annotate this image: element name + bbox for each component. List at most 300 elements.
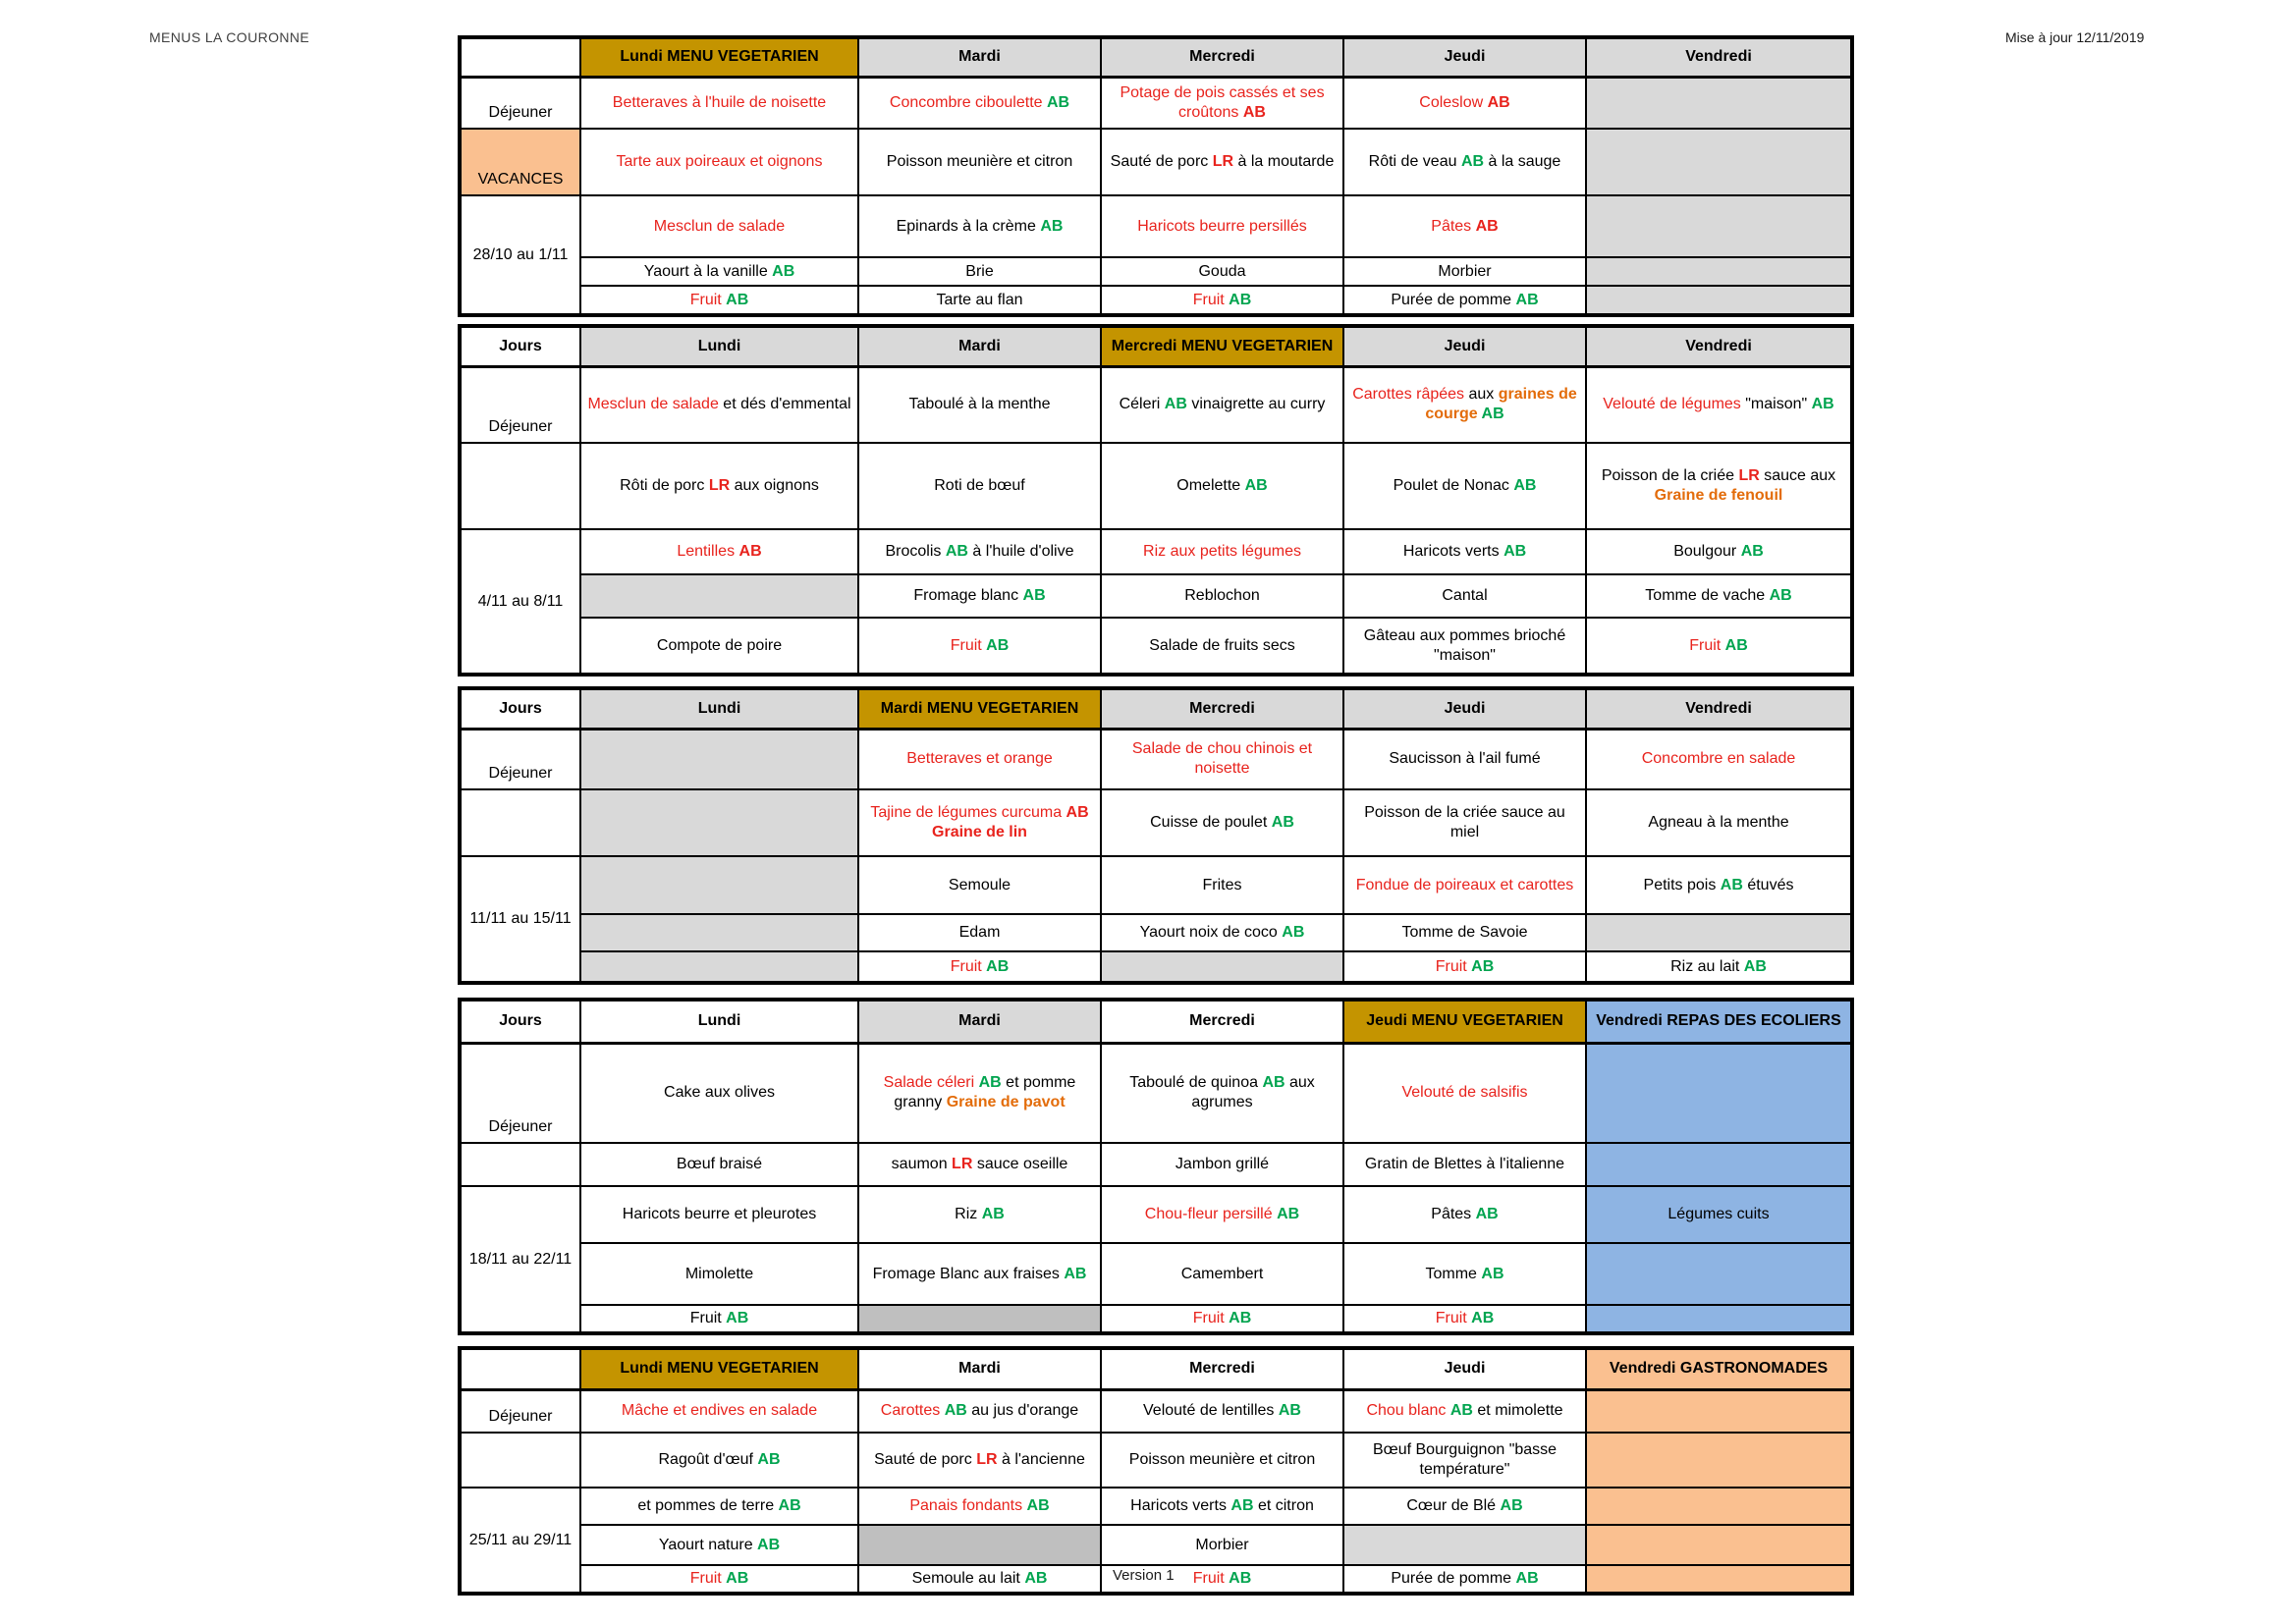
menu-text-segment: Brocolis	[885, 543, 946, 560]
menu-cell	[1343, 1043, 1586, 1143]
menu-text-segment: Fruit	[689, 1310, 727, 1326]
menu-text-segment: Cœur de Blé	[1406, 1497, 1501, 1514]
menu-cell	[1343, 77, 1586, 129]
menu-text-segment: à la moutarde	[1233, 153, 1335, 170]
menu-cell	[580, 951, 858, 983]
menu-cell	[1343, 257, 1586, 286]
menu-text-segment: Saucisson à l'ail fumé	[1389, 750, 1541, 768]
menu-cell	[1343, 1525, 1586, 1565]
menu-cell	[1586, 1488, 1852, 1525]
menu-cell	[1343, 529, 1586, 574]
week-block-4	[458, 998, 1854, 1335]
menu-text-segment: Lentilles	[677, 543, 739, 560]
menu-cell	[580, 1243, 858, 1305]
menu-text-segment: Cuisse de poulet	[1150, 814, 1272, 831]
menu-text-segment: à la sauge	[1484, 153, 1561, 170]
menu-text-segment: AB	[757, 1536, 781, 1553]
menu-text-segment: et citron	[1253, 1497, 1314, 1514]
menu-text-segment: Taboulé de quinoa	[1129, 1074, 1263, 1092]
menu-text-segment: Frites	[1202, 876, 1242, 893]
menu-cell	[858, 1043, 1101, 1143]
menu-text-segment: et mimolette	[1472, 1402, 1563, 1420]
menu-text-segment: Riz	[955, 1206, 982, 1222]
menu-text-segment: Tomme de Savoie	[1401, 924, 1528, 941]
menu-text-segment: Fondue de poireaux et carottes	[1355, 876, 1574, 893]
menu-text-segment: Potage de pois cassés et ses croûtons	[1120, 83, 1325, 121]
menu-text-segment: Mesclun de salade	[587, 396, 719, 413]
menu-text-segment: AB	[1024, 1570, 1048, 1587]
menu-text-segment: AB	[1271, 814, 1294, 831]
menu-text-segment: Tomme	[1425, 1265, 1482, 1282]
menu-cell	[1586, 1186, 1852, 1243]
menu-text-segment: AB	[1500, 1497, 1523, 1514]
menu-cell	[1586, 129, 1852, 195]
menu-text-segment: Edam	[958, 924, 1001, 941]
menu-text-segment: AB	[1242, 103, 1266, 121]
menu-text-segment: AB	[1262, 1074, 1285, 1092]
menu-text-segment: Rôti de veau	[1368, 153, 1461, 170]
menu-text-segment: AB	[1471, 957, 1495, 975]
menu-text-segment: AB	[726, 1310, 749, 1326]
menu-text-segment: AB	[1277, 1206, 1300, 1222]
menu-cell	[1586, 856, 1852, 914]
menu-text-segment: AB	[986, 957, 1010, 975]
menu-text-segment: Boulgour	[1673, 543, 1741, 560]
menu-text-segment: Chou-fleur persillé	[1144, 1206, 1278, 1222]
menu-cell	[1101, 618, 1343, 675]
menu-cell	[858, 195, 1101, 257]
menu-text-segment: AB	[1022, 587, 1046, 604]
menu-text-segment: Semoule	[948, 876, 1011, 893]
menu-text-segment: Fruit	[1689, 636, 1725, 654]
menu-text-segment: Concombre ciboulette	[889, 93, 1047, 111]
menu-text-segment: Poulet de Nonac	[1393, 477, 1514, 494]
menu-text-segment: Yaourt noix de coco	[1139, 924, 1283, 941]
menu-cell	[580, 914, 858, 951]
menu-text-segment: à l'huile d'olive	[967, 543, 1074, 560]
menu-text-segment: AB	[1720, 876, 1743, 893]
week-dates-label: 25/11 au 29/11	[460, 1488, 580, 1594]
menu-text-segment: et pommes de terre	[637, 1497, 779, 1514]
menu-text-segment: Tarte aux poireaux et oignons	[616, 153, 823, 170]
menu-text-segment: Ragoût d'œuf	[658, 1451, 758, 1468]
menu-text-segment: Roti de bœuf	[934, 477, 1025, 494]
day-header: Mercredi	[1101, 688, 1343, 729]
menu-cell	[1586, 1565, 1852, 1594]
day-header: Mardi	[858, 1000, 1101, 1043]
menu-text-segment: "maison"	[1740, 396, 1812, 413]
menu-text-segment: Panais fondants	[909, 1497, 1027, 1514]
menu-text-segment: AB	[1471, 1310, 1495, 1326]
menu-cell	[1343, 914, 1586, 951]
day-header: Mercredi	[1101, 1348, 1343, 1389]
menu-text-segment: AB	[726, 291, 749, 308]
day-header: Vendredi	[1586, 688, 1852, 729]
menu-cell	[858, 856, 1101, 914]
day-header: Jeudi MENU VEGETARIEN	[1343, 1000, 1586, 1043]
menu-cell	[1343, 1186, 1586, 1243]
menu-text-segment: Sauté de porc	[1110, 153, 1213, 170]
menu-text-segment: Pâtes	[1431, 1206, 1476, 1222]
menu-text-segment: Omelette	[1176, 477, 1245, 494]
day-header: Lundi	[580, 326, 858, 366]
day-header: Jours	[460, 688, 580, 729]
menu-text-segment: aux	[1464, 386, 1499, 404]
week-block-1	[458, 35, 1854, 317]
menu-cell	[1586, 729, 1852, 789]
menu-text-segment: Fruit	[950, 636, 987, 654]
menu-text-segment: Yaourt à la vanille	[643, 262, 773, 280]
row-label: Déjeuner	[460, 729, 580, 789]
menu-text-segment: AB	[1229, 291, 1252, 308]
menu-text-segment: Fromage blanc	[913, 587, 1023, 604]
menu-text-segment: Reblochon	[1184, 587, 1260, 604]
menu-text-segment: Fruit	[1435, 957, 1472, 975]
day-header: Mercredi	[1101, 1000, 1343, 1043]
menu-cell	[1343, 729, 1586, 789]
corner-cell	[460, 37, 580, 77]
menu-text-segment: AB	[757, 1451, 781, 1468]
menu-cell	[580, 366, 858, 443]
menu-text-segment: Fruit	[689, 1570, 727, 1587]
menu-cell	[580, 286, 858, 315]
menu-cell	[580, 195, 858, 257]
menu-text-segment: Velouté de légumes	[1603, 396, 1741, 413]
menu-cell	[1343, 1488, 1586, 1525]
menu-text-segment: AB	[1740, 543, 1764, 560]
menu-cell	[1101, 914, 1343, 951]
menu-cell	[1101, 257, 1343, 286]
menu-text-segment: Tarte au flan	[936, 291, 1023, 308]
menu-text-segment: Compote de poire	[656, 636, 783, 654]
week-block-3	[458, 686, 1854, 985]
menu-text-segment: Bœuf braisé	[676, 1156, 763, 1172]
menu-table-week-1	[458, 35, 1854, 317]
menu-text-segment: AB Graine de lin	[932, 804, 1089, 840]
menu-cell	[858, 443, 1101, 529]
menu-cell	[580, 1143, 858, 1186]
menu-text-segment: AB	[1229, 1570, 1252, 1587]
menu-table-week-5	[458, 1346, 1854, 1596]
row-label: Déjeuner	[460, 77, 580, 129]
menu-text-segment: AB	[1503, 543, 1527, 560]
menu-text-segment: AB	[1026, 1497, 1050, 1514]
menu-cell	[1343, 618, 1586, 675]
day-header: Vendredi GASTRONOMADES	[1586, 1348, 1852, 1389]
menu-text-segment: Gratin de Blettes à l'italienne	[1364, 1156, 1565, 1172]
menu-text-segment: Salade de chou chinois et noisette	[1131, 740, 1313, 778]
menu-cell	[1101, 286, 1343, 315]
menu-cell	[1343, 195, 1586, 257]
menu-cell	[1586, 951, 1852, 983]
menu-text-segment: Pâtes	[1431, 217, 1476, 235]
row-label	[460, 443, 580, 529]
menu-text-segment: AB	[1460, 153, 1485, 170]
menu-text-segment: sauce oseille	[972, 1156, 1068, 1172]
day-header: Mardi MENU VEGETARIEN	[858, 688, 1101, 729]
menu-cell	[1586, 574, 1852, 618]
menu-text-segment: AB	[978, 1074, 1002, 1092]
menu-cell	[580, 1186, 858, 1243]
menu-cell	[580, 529, 858, 574]
menu-text-segment: Mesclun de salade	[653, 217, 786, 235]
menu-cell	[1586, 789, 1852, 856]
menu-cell	[580, 1525, 858, 1565]
day-header: Jours	[460, 1000, 580, 1043]
menu-cell	[1586, 1433, 1852, 1488]
menu-text-segment: Morbier	[1195, 1536, 1249, 1553]
menu-text-segment: étuvés	[1742, 876, 1794, 893]
menu-text-segment: AB	[945, 543, 968, 560]
day-header: Jeudi	[1343, 326, 1586, 366]
menu-cell	[580, 1043, 858, 1143]
menu-text-segment: AB	[1475, 217, 1499, 235]
menu-text-segment: Velouté de salsifis	[1401, 1084, 1528, 1102]
menu-cell	[1586, 286, 1852, 315]
menu-text-segment: AB	[1244, 477, 1268, 494]
week-block-2	[458, 324, 1854, 677]
menu-text-segment: Coleslow	[1419, 93, 1488, 111]
menu-text-segment: Haricots beurre et pleurotes	[622, 1206, 817, 1222]
menu-text-segment: AB	[986, 636, 1010, 654]
menu-text-segment: et pomme granny	[894, 1074, 1076, 1111]
document-title: MENUS LA COURONNE	[149, 29, 310, 45]
menu-text-segment: AB	[1164, 396, 1187, 413]
menu-text-segment: AB	[738, 543, 762, 560]
menu-cell	[1586, 618, 1852, 675]
menu-text-segment: Haricots verts	[1402, 543, 1504, 560]
menu-text-segment: Fruit	[689, 291, 727, 308]
menu-text-segment: Graine de fenouil	[1654, 487, 1783, 504]
menu-text-segment: Haricots verts	[1130, 1497, 1231, 1514]
menu-text-segment: AB	[1278, 1402, 1301, 1420]
row-label	[460, 789, 580, 856]
menu-text-segment: AB	[772, 262, 795, 280]
menu-text-segment: Jambon grillé	[1175, 1156, 1270, 1172]
menu-cell	[1586, 1525, 1852, 1565]
day-header: Lundi	[580, 688, 858, 729]
menu-cell	[858, 789, 1101, 856]
menu-cell	[1343, 129, 1586, 195]
menu-cell	[1343, 574, 1586, 618]
menu-text-segment: au jus d'orange	[966, 1402, 1079, 1420]
day-header: Lundi MENU VEGETARIEN	[580, 1348, 858, 1389]
menu-cell	[858, 1525, 1101, 1565]
menu-table-week-4	[458, 998, 1854, 1335]
menu-text-segment: Salade céleri	[883, 1074, 979, 1092]
menu-text-segment: AB	[1064, 1265, 1087, 1282]
menu-cell	[1101, 1389, 1343, 1433]
day-header: Mercredi MENU VEGETARIEN	[1101, 326, 1343, 366]
menu-cell	[858, 1565, 1101, 1594]
menu-text-segment: Brie	[965, 262, 994, 280]
row-label: Déjeuner	[460, 1389, 580, 1433]
menu-text-segment: Semoule au lait	[911, 1570, 1025, 1587]
menu-text-segment: Riz aux petits légumes	[1143, 543, 1301, 560]
menu-text-segment: AB	[1513, 477, 1537, 494]
menu-text-segment: Fromage Blanc aux fraises	[872, 1265, 1065, 1282]
menu-text-segment: LR	[1212, 153, 1234, 170]
day-header: Vendredi	[1586, 326, 1852, 366]
menu-text-segment: AB	[1811, 396, 1834, 413]
menu-text-segment: Riz au lait	[1670, 957, 1744, 975]
menu-table-week-2	[458, 324, 1854, 677]
menu-text-segment: Morbier	[1438, 262, 1492, 280]
menu-cell	[580, 129, 858, 195]
day-header: Jeudi	[1343, 688, 1586, 729]
menu-cell	[1101, 574, 1343, 618]
menu-text-segment: AB	[1515, 1570, 1539, 1587]
menu-text-segment: Betteraves et orange	[906, 750, 1053, 768]
menu-text-segment: Camembert	[1180, 1265, 1264, 1282]
menu-text-segment: AB	[1282, 924, 1305, 941]
menu-cell	[1343, 1433, 1586, 1488]
day-header: Mardi	[858, 326, 1101, 366]
day-header: Mardi	[858, 1348, 1101, 1389]
menu-cell	[858, 914, 1101, 951]
menu-text-segment: Fruit	[1192, 291, 1230, 308]
menu-cell	[858, 1243, 1101, 1305]
day-header: Jeudi	[1343, 1348, 1586, 1389]
row-label	[460, 1433, 580, 1488]
menu-cell	[1101, 195, 1343, 257]
menu-cell	[1586, 443, 1852, 529]
menu-cell	[1586, 914, 1852, 951]
menu-text-segment: Tajine de légumes curcuma	[870, 804, 1066, 821]
menu-cell	[1101, 1525, 1343, 1565]
menu-text-segment: Concombre en salade	[1641, 750, 1796, 768]
menu-text-segment: AB	[1487, 93, 1510, 111]
menu-text-segment: Taboulé à la menthe	[908, 396, 1051, 413]
menu-cell	[1343, 286, 1586, 315]
menu-cell	[858, 257, 1101, 286]
menu-text-segment: aux oignons	[730, 477, 819, 494]
menu-text-segment: Agneau à la menthe	[1648, 814, 1789, 831]
menu-cell	[1586, 1043, 1852, 1143]
menu-cell	[1343, 1305, 1586, 1333]
menu-cell	[580, 1389, 858, 1433]
menu-cell	[1101, 529, 1343, 574]
row-label: VACANCES	[460, 129, 580, 195]
menu-cell	[1101, 1433, 1343, 1488]
menu-cell	[1101, 1143, 1343, 1186]
menu-cell	[1101, 1243, 1343, 1305]
menu-text-segment: AB	[944, 1402, 967, 1420]
menu-text-segment: Carottes	[880, 1402, 945, 1420]
menu-cell	[1586, 195, 1852, 257]
menu-cell	[1101, 1488, 1343, 1525]
menu-cell	[580, 1433, 858, 1488]
menu-text-segment: Tomme de vache	[1645, 587, 1770, 604]
menu-cell	[1586, 1389, 1852, 1433]
week-dates-label: 11/11 au 15/11	[460, 856, 580, 983]
menu-cell	[580, 1488, 858, 1525]
menu-text-segment: Fruit	[1435, 1310, 1472, 1326]
menu-text-segment: AB	[1481, 406, 1504, 423]
menu-text-segment: LR	[708, 477, 731, 494]
menu-cell	[1343, 951, 1586, 983]
day-header: Lundi	[580, 1000, 858, 1043]
menu-text-segment: AB	[1724, 636, 1748, 654]
row-label: Déjeuner	[460, 366, 580, 443]
menu-cell	[1101, 366, 1343, 443]
menu-text-segment: Cantal	[1442, 587, 1488, 604]
day-header: Jeudi	[1343, 37, 1586, 77]
menu-text-segment: Purée de pomme	[1391, 1570, 1516, 1587]
menu-text-segment: Petits pois	[1643, 876, 1721, 893]
day-header: Vendredi REPAS DES ECOLIERS	[1586, 1000, 1852, 1043]
menu-cell	[1101, 1186, 1343, 1243]
menu-table-week-3	[458, 686, 1854, 985]
menu-text-segment: AB	[981, 1206, 1005, 1222]
menu-text-segment: Bœuf Bourguignon "basse température"	[1372, 1441, 1558, 1478]
menu-text-segment: LR	[952, 1156, 973, 1172]
menu-text-segment: graines de courge	[1425, 386, 1577, 423]
menu-cell	[1586, 529, 1852, 574]
menu-cell	[858, 1389, 1101, 1433]
menu-text-segment: AB	[1515, 291, 1539, 308]
menu-text-segment: Poisson meunière et citron	[886, 153, 1073, 170]
menu-text-segment: Velouté de lentilles	[1143, 1402, 1279, 1420]
menu-text-segment: Carottes râpées	[1352, 386, 1465, 404]
menu-text-segment: Fruit	[950, 957, 987, 975]
menu-text-segment: AB	[1229, 1310, 1252, 1326]
menu-text-segment: et dés d'emmental	[718, 396, 851, 413]
menu-text-segment: sauce aux	[1759, 467, 1836, 484]
menu-cell	[1343, 366, 1586, 443]
menu-cell	[858, 1305, 1101, 1333]
menu-cell	[858, 729, 1101, 789]
menu-text-segment: Rôti de porc	[620, 477, 709, 494]
menu-cell	[1101, 951, 1343, 983]
menu-cell	[1343, 443, 1586, 529]
menu-text-segment: AB	[1769, 587, 1792, 604]
week-dates-label: 4/11 au 8/11	[460, 529, 580, 675]
last-updated-label: Mise à jour 12/11/2019	[2005, 29, 2145, 45]
menu-text-segment: à l'ancienne	[997, 1451, 1085, 1468]
menu-cell	[1586, 1243, 1852, 1305]
menu-cell	[580, 729, 858, 789]
menu-cell	[1101, 443, 1343, 529]
menu-text-segment: AB	[1040, 217, 1064, 235]
menu-text-segment: vinaigrette au curry	[1186, 396, 1326, 413]
menu-cell	[858, 1488, 1101, 1525]
menu-cell	[580, 1565, 858, 1594]
menu-cell	[1343, 1143, 1586, 1186]
menu-text-segment: Epinards à la crème	[896, 217, 1041, 235]
menu-text-segment: AB	[1743, 957, 1767, 975]
menu-cell	[858, 1143, 1101, 1186]
menu-text-segment: Poisson de la criée sauce au miel	[1364, 804, 1565, 840]
menu-cell	[1343, 1389, 1586, 1433]
menu-text-segment: Fruit	[1192, 1570, 1230, 1587]
menu-cell	[580, 77, 858, 129]
menu-cell	[1586, 1305, 1852, 1333]
menu-text-segment: Chou blanc	[1366, 1402, 1450, 1420]
menu-text-segment: AB	[1481, 1265, 1504, 1282]
menu-cell	[580, 574, 858, 618]
menu-text-segment: Graine de pavot	[946, 1094, 1066, 1111]
menu-text-segment: Céleri	[1119, 396, 1165, 413]
menu-text-segment: Betteraves à l'huile de noisette	[612, 93, 827, 111]
menu-cell	[1586, 77, 1852, 129]
menu-text-segment: LR	[1738, 467, 1760, 484]
menu-cell	[858, 286, 1101, 315]
menu-cell	[1101, 129, 1343, 195]
menu-text-segment: AB	[1475, 1206, 1499, 1222]
week-dates-label: 18/11 au 22/11	[460, 1186, 580, 1333]
menu-cell	[1343, 1243, 1586, 1305]
